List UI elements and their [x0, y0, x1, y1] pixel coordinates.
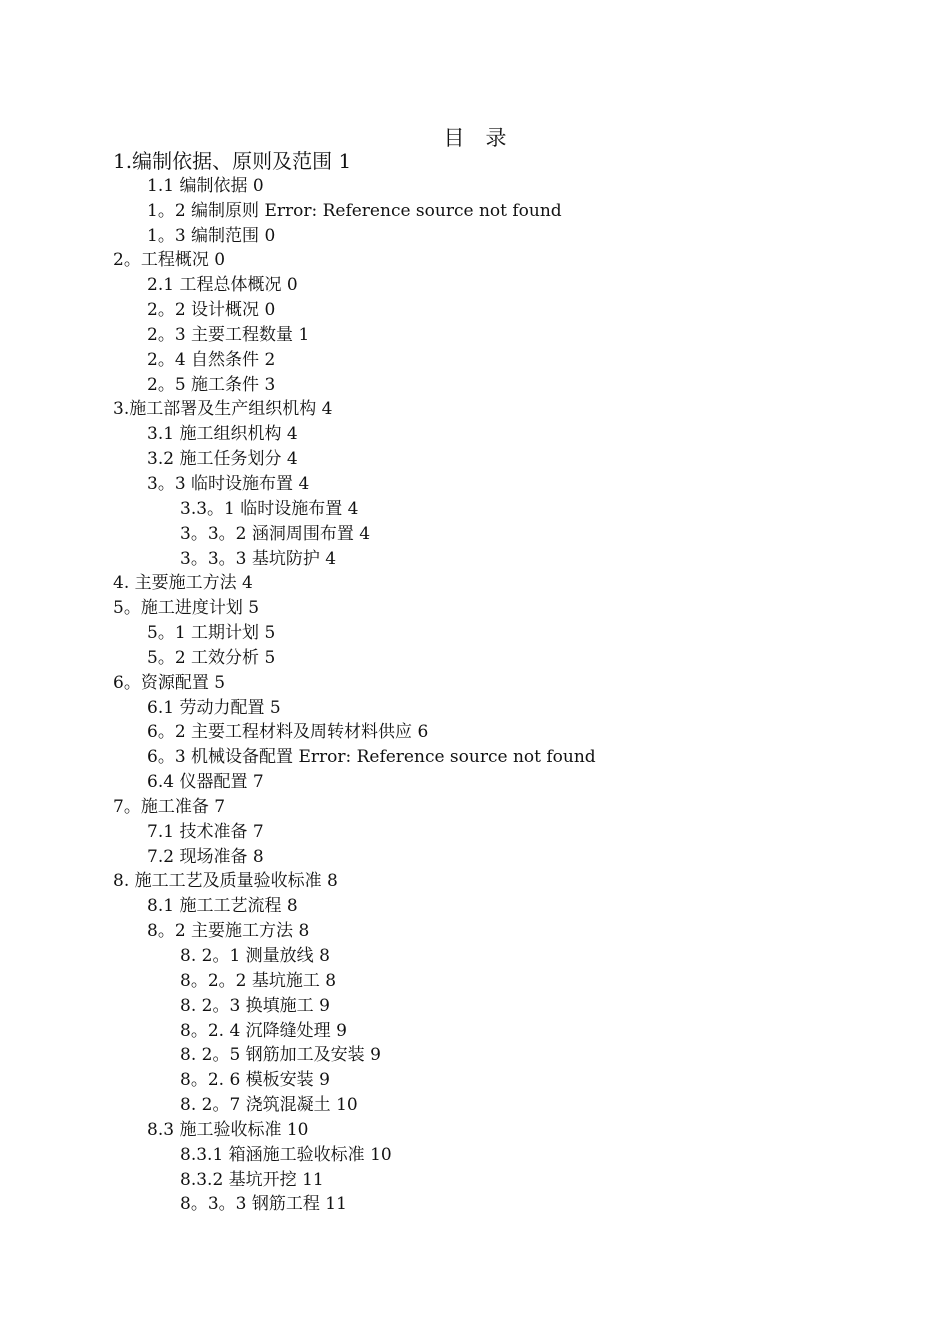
- toc-entry[interactable]: 8.3 施工验收标准 10: [147, 1119, 309, 1140]
- toc-entry[interactable]: 8。3。3 钢筋工程 11: [180, 1194, 347, 1215]
- toc-entry[interactable]: 8. 2。3 换填施工 9: [180, 995, 330, 1016]
- toc-entry[interactable]: 8. 2。7 浇筑混凝土 10: [180, 1095, 358, 1116]
- toc-entry[interactable]: 3。3。3 基坑防护 4: [180, 548, 337, 569]
- toc-entry[interactable]: 1。2 编制原则 Error: Reference source not found: [147, 200, 562, 221]
- toc-entry[interactable]: 8. 2。1 测量放线 8: [180, 946, 330, 966]
- toc-entry[interactable]: 8.1 施工工艺流程 8: [147, 896, 298, 917]
- toc-entry[interactable]: 5。施工进度计划 5: [113, 598, 260, 619]
- toc-entry[interactable]: 1。3 编制范围 0: [147, 225, 276, 246]
- toc-entry[interactable]: 4. 主要施工方法 4: [113, 573, 253, 594]
- toc-entry[interactable]: 8.3.1 箱涵施工验收标准 10: [180, 1144, 392, 1165]
- toc-entry[interactable]: 2。4 自然条件 2: [147, 349, 276, 370]
- toc-title: 目 录: [443, 126, 507, 150]
- toc-entry[interactable]: 3。3 临时设施布置 4: [147, 473, 310, 494]
- toc-entry[interactable]: 2。5 施工条件 3: [147, 374, 276, 395]
- toc-entry[interactable]: 3.施工部署及生产组织机构 4: [113, 399, 333, 420]
- toc-entry[interactable]: 6。资源配置 5: [113, 672, 226, 693]
- toc-entry[interactable]: 2。2 设计概况 0: [147, 300, 276, 321]
- toc-entry[interactable]: 2.1 工程总体概况 0: [147, 275, 298, 296]
- toc-entry[interactable]: 6。3 机械设备配置 Error: Reference source not found: [147, 747, 596, 768]
- toc-entry[interactable]: 3.1 施工组织机构 4: [147, 424, 298, 445]
- toc-entry[interactable]: 5。2 工效分析 5: [147, 647, 276, 668]
- toc-entry[interactable]: 6.4 仪器配置 7: [147, 772, 264, 793]
- toc-entry[interactable]: 8。2。2 基坑施工 8: [180, 970, 337, 991]
- toc-entry[interactable]: 6。2 主要工程材料及周转材料供应 6: [147, 722, 429, 743]
- table-of-contents: [113, 149, 893, 1217]
- toc-entry[interactable]: 8。2. 6 模板安装 9: [180, 1070, 330, 1091]
- toc-entry[interactable]: 8. 2。5 钢筋加工及安装 9: [180, 1045, 381, 1066]
- toc-entry[interactable]: 6.1 劳动力配置 5: [147, 697, 281, 718]
- toc-entry[interactable]: 7.2 现场准备 8: [147, 846, 264, 867]
- toc-entry[interactable]: 8. 施工工艺及质量验收标准 8: [113, 871, 338, 892]
- toc-entry[interactable]: 1.1 编制依据 0: [147, 175, 264, 196]
- toc-entry[interactable]: 7.1 技术准备 7: [147, 821, 264, 842]
- toc-entry[interactable]: 2。3 主要工程数量 1: [147, 324, 310, 345]
- toc-entry[interactable]: 8。2. 4 沉降缝处理 9: [180, 1020, 347, 1041]
- toc-entry[interactable]: 3.2 施工任务划分 4: [147, 449, 298, 470]
- toc-entry[interactable]: 7。施工准备 7: [113, 796, 226, 817]
- toc-entry[interactable]: 3。3。2 涵洞周围布置 4: [180, 523, 371, 544]
- toc-entry[interactable]: 3.3。1 临时设施布置 4: [180, 498, 359, 519]
- toc-entry[interactable]: 2。工程概况 0: [113, 250, 226, 271]
- toc-entry[interactable]: 8。2 主要施工方法 8: [147, 921, 310, 942]
- toc-entry[interactable]: 5。1 工期计划 5: [147, 623, 276, 644]
- toc-entry[interactable]: 8.3.2 基坑开挖 11: [180, 1169, 324, 1190]
- toc-entry[interactable]: 1.编制依据、原则及范围 1: [113, 149, 352, 173]
